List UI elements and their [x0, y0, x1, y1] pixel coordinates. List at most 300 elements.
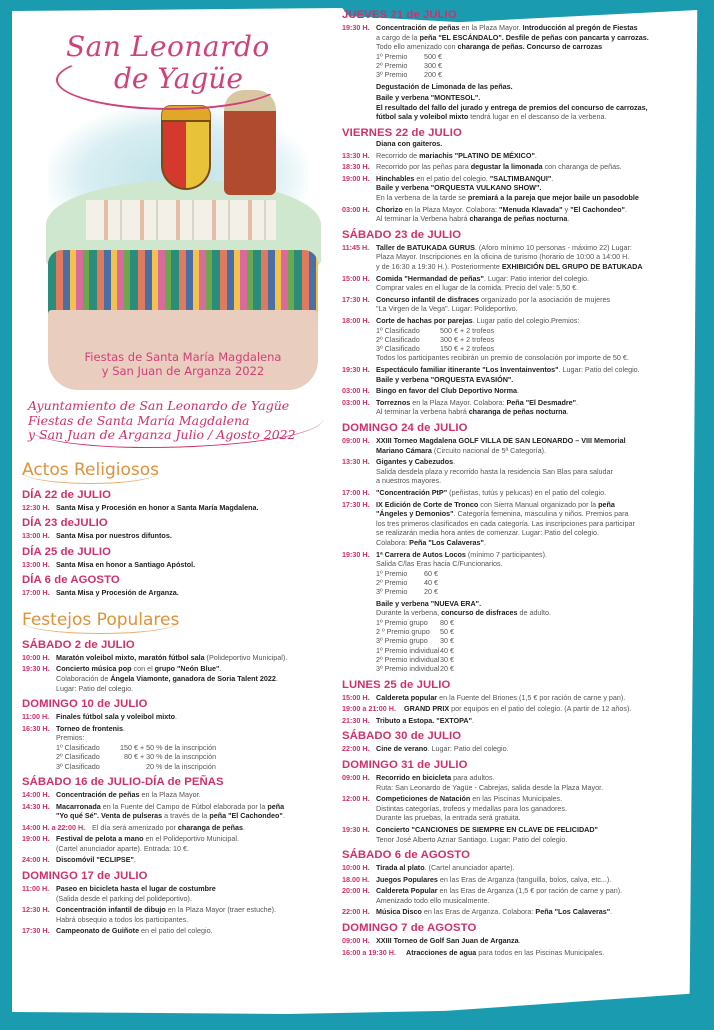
event-item: [342, 744, 672, 754]
event-title: Baile y verbena "NUEVA ERA".: [376, 598, 482, 608]
event-title: "Ángeles y Demonios": [376, 509, 454, 519]
event-time: 19:30 H.: [342, 23, 370, 32]
event-item: [22, 588, 332, 598]
prize-value: 30 €: [440, 654, 454, 664]
event-item: [342, 457, 672, 486]
event-detail: .: [275, 674, 278, 684]
event-detail: Colaboración de: [56, 674, 111, 684]
prize-label: 3º Clasificado: [56, 761, 100, 771]
event-item: [22, 855, 332, 865]
event-item: [342, 875, 672, 885]
event-detail: .: [516, 386, 519, 396]
event-text: Santa Misa por nuestros difuntos.: [56, 531, 172, 541]
event-detail: . (Cartel anunciador aparte).: [424, 863, 515, 873]
event-detail: Al terminar la Verbena habrá: [376, 214, 470, 224]
event-detail: .: [472, 715, 475, 725]
event-detail: .: [282, 811, 285, 821]
event-detail: a través de la: [162, 811, 210, 821]
event-title: charanga de peñas nocturna: [469, 214, 568, 224]
event-title: 1ª Carrera de Autos Locos: [376, 549, 466, 559]
event-title: Caldereta popular: [376, 692, 438, 702]
prize-value: 150 € + 50 % de la inscripción: [120, 743, 217, 753]
prize-row: [342, 636, 672, 645]
event-time: 19:00 H.: [22, 834, 50, 844]
event-time: 19:00 a 21:00 H.: [342, 704, 396, 714]
event-title: peña: [267, 801, 285, 811]
event-title: Degustación de Limonada de las peñas.: [376, 81, 513, 91]
event-item: [342, 550, 672, 569]
event-time: 17:30 H.: [22, 926, 50, 936]
event-time: 10:00 H.: [22, 652, 50, 662]
event-item: [342, 500, 672, 548]
event-detail: .: [133, 855, 136, 865]
event-item: [342, 162, 672, 172]
event-detail: Amenizado todo ello musicalmente.: [376, 895, 490, 905]
section-title-populares: Festejos Populares: [22, 610, 179, 634]
event-detail: en las Eras de Arganza (1,5 € por ración de carne y pan).: [437, 886, 623, 896]
event-title: concurso de disfraces: [441, 608, 518, 618]
event-item: [342, 886, 672, 905]
event-title: Hinchables: [376, 173, 415, 183]
event-title: El resultado del fallo del jurado y entrega de premios del concurso de carrozas,: [376, 102, 648, 112]
event-item: [22, 531, 332, 541]
event-detail: con charanga de peñas.: [542, 162, 622, 172]
event-time: 12:30 H.: [22, 502, 50, 512]
event-detail: El día será amenizado por: [92, 822, 178, 832]
prize-value: 40 €: [424, 578, 438, 588]
poster-title-line2: de Yagüe: [114, 62, 243, 95]
prize-label: 1º Premio individual: [376, 645, 440, 655]
event-detail: .: [624, 204, 627, 214]
event-time: 14:00 H. a 22:00 H.: [22, 822, 86, 832]
event-detail: En la verbena de la tarde se: [376, 193, 468, 203]
event-title: Mariano Cámara: [376, 445, 432, 455]
event-item: [342, 436, 672, 455]
event-title: Macarronada: [56, 801, 101, 811]
event-detail: . Categoría femenina, masculina y niños. Premios para: [453, 509, 629, 519]
saint-statue-illustration: [224, 90, 276, 195]
event-detail-line: Lugar: Patio del colegio.: [56, 683, 134, 693]
event-detail: en el patio del colegio.: [414, 173, 490, 183]
event-item: [342, 936, 672, 946]
event-detail: .: [610, 907, 613, 917]
event-detail: por equipos en el patio del colegio. (A partir de 12 años).: [449, 704, 632, 714]
prize-value: 60 €: [424, 568, 438, 578]
event-item: [22, 664, 332, 674]
event-detail: .: [175, 712, 178, 722]
event-detail: en las Eras de Arganza (tanguilla, bolos, calva, etc...).: [437, 874, 612, 884]
event-detail: en la Plaza Mayor.: [139, 789, 201, 799]
event-time: 19:30 H.: [342, 365, 370, 375]
event-title: Finales fútbol sala y voleibol mixto: [56, 712, 176, 722]
event-detail: en la Fuente del Campo de Fútbol elaborada por la: [100, 801, 268, 811]
prize-label: 1º Premio grupo: [376, 617, 428, 627]
prize-row: [22, 762, 332, 771]
event-title: Concurso infantil de disfraces: [376, 294, 480, 304]
event-detail: (Cartel anunciador aparte). Entrada: 10 €.: [56, 843, 190, 853]
event-title: Concentración de peñas: [376, 23, 460, 32]
prize-row: [342, 578, 672, 587]
event-detail: se realizarán media hora antes de comenzar. Lugar: Patio del colegio.: [376, 528, 599, 538]
event-item: [22, 905, 332, 924]
prize-label: 3º Clasificado: [376, 344, 420, 354]
event-item: [342, 863, 672, 873]
event-detail: . Lugar patio del colegio.Premios:: [472, 315, 580, 325]
event-item: [342, 151, 672, 161]
event-item: [342, 773, 672, 792]
event-time: 18.00 H.: [342, 874, 370, 884]
event-detail: en la Fuente del Briones (1,5 € por ración de carne y pan).: [437, 692, 626, 702]
event-time: 13:30 H.: [342, 457, 370, 467]
event-title: Música Disco: [376, 907, 422, 917]
event-detail: (Polideportivo Municipal).: [204, 652, 288, 662]
event-detail-line: [342, 93, 672, 103]
event-detail: a nuestros mayores.: [376, 476, 442, 486]
day-heading: SÁBADO 30 de JULIO: [342, 730, 462, 743]
day-heading: DÍA 23 deJULIO: [22, 517, 108, 530]
event-title: Baile y verbena "ORQUESTA EVASIÓN".: [376, 374, 514, 384]
event-title: peña "EL ESCÁNDALO". Desfile de peñas con pancarta y carrozas.: [419, 32, 649, 42]
event-time: 11:45 H.: [342, 242, 370, 252]
event-item: [342, 794, 672, 823]
event-detail-line: [342, 599, 672, 609]
event-time: 19:30 H.: [342, 824, 370, 834]
event-detail: .: [219, 664, 222, 674]
event-time: 19:30 H.: [342, 549, 370, 559]
event-title: Atracciones de agua: [406, 947, 477, 957]
event-item: [22, 926, 332, 936]
day-heading: SÁBADO 16 de JULIO-DÍA de PEÑAS: [22, 775, 224, 788]
event-detail: Comprar vales en el lugar de la comida. Precio del vale: 5,50 €.: [376, 283, 579, 293]
event-title: Tirada al plato: [376, 863, 425, 873]
event-detail-line: [342, 103, 672, 113]
prize-label: 1º Clasificado: [56, 743, 100, 753]
event-detail-line: [342, 112, 672, 122]
event-detail: .: [567, 214, 570, 224]
event-item: [22, 503, 332, 513]
event-title: Concentración de peñas: [56, 789, 140, 799]
event-detail: Colabora:: [376, 537, 410, 547]
event-title: charanga de peñas nocturna: [468, 407, 567, 417]
poster-subtitle-line2: y San Juan de Arganza 2022: [101, 364, 265, 378]
event-detail: en las Piscinas Municipales.: [470, 794, 563, 804]
event-time: 10:00 H.: [342, 863, 370, 873]
event-item: [342, 386, 672, 396]
event-detail-line: [342, 608, 672, 618]
event-time: 12:00 H.: [342, 794, 370, 804]
event-title: Concierto música pop: [56, 664, 132, 674]
religiosos-list: [22, 489, 332, 598]
prize-row: [342, 664, 672, 673]
day-heading: DOMINGO 10 de JULIO: [22, 698, 148, 711]
event-time: 16:30 H.: [22, 723, 50, 733]
village-houses-illustration: [86, 200, 276, 240]
event-item: [342, 365, 672, 384]
event-detail: organizado por la asociación de mujeres: [479, 294, 611, 304]
event-title: Peña "Los Calaveras": [409, 537, 484, 547]
event-detail: para todos en las Piscinas Municipales.: [476, 947, 605, 957]
prize-row: [342, 569, 672, 578]
prize-row: [342, 52, 672, 61]
event-time: 15:00 H.: [342, 692, 370, 702]
event-time: 17:00 H.: [342, 487, 370, 497]
prize-row: [342, 61, 672, 70]
prize-value: 300 €: [424, 61, 442, 71]
event-title: degustar la limonada: [470, 162, 543, 172]
event-detail: los tres primeros clasificados en cada categoría. Las inscripciones para participar: [376, 518, 635, 528]
event-title: Festival de pelota a mano: [56, 834, 144, 844]
prize-value: 80 € + 30 % de la inscripción: [120, 752, 217, 762]
event-detail: en el patio del colegio.: [139, 926, 213, 936]
event-title: XXIII Torneo de Golf San Juan de Arganza: [376, 936, 519, 946]
event-detail: (Circuito nacional de 5ª Categoría).: [431, 445, 547, 455]
event-title: Torneo de frontenis: [56, 723, 123, 733]
event-title: Taller de BATUKADA GURUS: [376, 242, 475, 252]
event-title: "SALTIMBANQUI": [489, 173, 552, 183]
event-time: 09:00 H.: [342, 772, 370, 782]
event-detail: (mínimo 7 participantes).: [465, 549, 547, 559]
event-title: peña "El Cachondeo": [209, 811, 283, 821]
prize-row: [342, 618, 672, 627]
event-title: Chorizo: [376, 204, 403, 214]
prize-row: [22, 743, 332, 752]
prize-value: 50 €: [440, 627, 454, 637]
prize-row: [342, 646, 672, 655]
prize-value: 30 €: [440, 636, 454, 646]
event-detail: Tenor José Alberto Aznar Santiago. Lugar: Patio del colegio.: [376, 834, 568, 844]
event-detail: en la Plaza Mayor. Colabora:: [410, 397, 507, 407]
prize-label: 1º Clasificado: [376, 325, 420, 335]
prize-label: 3º Premio individual: [376, 664, 440, 674]
event-detail: .: [453, 457, 456, 467]
event-title: IX Edición de Corte de Tronco: [376, 499, 479, 509]
ayuntamiento-heading: [28, 399, 323, 448]
event-detail: para adultos.: [451, 772, 495, 782]
event-time: 03:00 H.: [342, 386, 370, 396]
event-detail: Ruta: San Leonardo de Yagüe - Cabrejas, salida desde la Plaza Mayor.: [376, 782, 604, 792]
event-time: 12:30 H.: [22, 905, 50, 915]
event-detail: a cargo de la: [376, 32, 420, 42]
event-detail: y: [562, 204, 571, 214]
event-time: 11:00 H.: [22, 712, 50, 722]
prize-label: 2º Clasificado: [56, 752, 100, 762]
event-item: [22, 884, 332, 903]
prize-label: 2º Premio: [376, 578, 408, 588]
event-time: 18:30 H.: [342, 162, 370, 172]
day-heading: LUNES 25 de JULIO: [342, 678, 451, 691]
event-time: 17:30 H.: [342, 499, 370, 509]
event-item: [22, 724, 332, 734]
event-title: Gigantes y Cabezudos: [376, 457, 454, 467]
event-detail: en el Polideportivo Municipal.: [143, 834, 239, 844]
prize-row: [342, 70, 672, 79]
event-title: grupo "Neón Blue": [154, 664, 220, 674]
event-detail: de adulto.: [517, 608, 552, 618]
event-time: 22:00 H.: [342, 907, 370, 917]
event-item: [342, 825, 672, 844]
event-detail: Durante las pruebas, la entrada será gratuita.: [376, 813, 521, 823]
event-item: [342, 205, 672, 224]
event-time: 16:00 a 19:30 H.: [342, 947, 396, 957]
event-title: Baile y verbena "MONTESOL".: [376, 93, 481, 103]
event-title: Bingo en favor del Club Deportivo Norma: [376, 386, 517, 396]
prize-label: 3º Premio: [376, 70, 408, 80]
prize-label: 2º Premio: [376, 61, 408, 71]
event-item: [22, 823, 332, 833]
coat-of-arms-icon: [161, 120, 211, 190]
event-title: "Yo qué Sé". Venta de pulseras: [56, 811, 163, 821]
event-time: 15:00 H.: [342, 273, 370, 283]
prize-row: [342, 335, 672, 344]
event-detail: .: [576, 397, 579, 407]
prize-label: 1º Premio: [376, 568, 408, 578]
event-detail-line: Todos los participantes recibirán un premio de consolación por importe de 50 €.: [376, 353, 629, 363]
prize-label: 3º Premio grupo: [376, 636, 428, 646]
event-title: GRAND PRIX: [404, 704, 450, 714]
prize-value: 200 €: [424, 70, 442, 80]
ayuntamiento-line2: Fiestas de Santa María Magdalena: [28, 412, 250, 428]
prize-value: 20 €: [424, 587, 438, 597]
event-title: Peña "El Desmadre": [506, 397, 577, 407]
event-title: Espectáculo familiar itinerante "Los Inventainventos": [376, 365, 559, 375]
event-title: Cine de verano: [376, 744, 428, 754]
prize-value: 150 € + 2 trofeos: [440, 344, 495, 354]
event-detail: con el: [131, 664, 155, 674]
event-title: Concentración infantil de dibujo: [56, 905, 166, 915]
event-title: Paseo en bicicleta hasta el lugar de costumbre: [56, 884, 216, 894]
event-time: 21:30 H.: [342, 715, 370, 725]
event-item: [342, 704, 672, 714]
event-time: 09:00 H.: [342, 936, 370, 946]
event-detail: .: [534, 150, 537, 160]
event-title: peña: [598, 499, 615, 509]
event-item: [342, 948, 672, 958]
event-detail: Recorrido por las peñas para: [376, 162, 471, 172]
event-time: 17:30 H.: [342, 294, 370, 304]
prize-row: [342, 655, 672, 664]
event-item: [22, 653, 332, 663]
event-time: 11:00 H.: [22, 884, 50, 894]
ayuntamiento-line1: Ayuntamiento de San Leonardo de Yagüe: [28, 398, 290, 413]
event-item: [342, 693, 672, 703]
prize-value: 40 €: [440, 645, 454, 655]
prize-value: 20 €: [440, 664, 454, 674]
event-detail: y de 16:30 a 19:30 H.). Posteriormente: [376, 261, 502, 271]
event-detail: Todo ello amenizado con: [376, 42, 458, 52]
event-time: 18:00 H.: [342, 315, 370, 325]
day-heading: DÍA 22 de JULIO: [22, 488, 111, 501]
event-time: 03:00 H.: [342, 204, 370, 214]
event-item: [342, 398, 672, 417]
event-text: Santa Misa y Procesión de Arganza.: [56, 588, 179, 598]
event-detail-line: [342, 139, 672, 149]
event-time: 13:30 H.: [342, 150, 370, 160]
prize-label: 3º Premio: [376, 587, 408, 597]
day-heading: SÁBADO 6 de AGOSTO: [342, 849, 470, 862]
event-time: 22:00 H.: [342, 744, 370, 754]
event-detail: "La Virgen de la Vega". Lugar: Polideportivo.: [376, 304, 518, 314]
event-item: [22, 712, 332, 722]
event-title: "Menuda Klavada": [499, 204, 563, 214]
prize-row: [342, 627, 672, 636]
event-item: [342, 907, 672, 917]
event-detail: .: [566, 407, 569, 417]
event-detail: Salida desdela plaza y recorrido hasta la residencia San Blas para saludar: [376, 466, 613, 476]
event-time: 13:00 H.: [22, 559, 50, 569]
poster-title-line1: San Leonardo: [66, 30, 270, 63]
event-item: [22, 802, 332, 821]
day-heading: DOMINGO 31 de JULIO: [342, 758, 468, 771]
event-time: 19:30 H.: [22, 664, 50, 674]
event-detail-line: [22, 674, 332, 684]
event-text: Santa Misa en honor a Santiago Apóstol.: [56, 559, 196, 569]
event-item: [22, 560, 332, 570]
event-item: [342, 316, 672, 326]
event-time: 24:00 H.: [22, 855, 50, 865]
poster-subtitle: [52, 350, 314, 378]
prize-row: [342, 587, 672, 596]
event-detail: .: [483, 537, 486, 547]
event-title: "El Cachondeo": [570, 204, 625, 214]
event-title: fútbol sala y voleibol mixto: [376, 112, 469, 122]
event-item: [22, 790, 332, 800]
event-title: mariachis "PLATINO DE MÉXICO": [419, 150, 535, 160]
event-time: 20:00 H.: [342, 886, 370, 896]
day-heading: JUEVES 21 de JULIO: [342, 9, 457, 21]
event-detail: en la Plaza Mayor (traer estuche).: [165, 905, 277, 915]
event-detail: .: [243, 822, 246, 832]
event-detail: con Sierra Manual organizado por la: [478, 499, 599, 509]
event-item: [342, 23, 672, 52]
event-detail: . Lugar: Patio del colegio.: [427, 744, 509, 754]
event-title: Discomóvil "ECLIPSE": [56, 855, 134, 865]
event-item: [342, 716, 672, 726]
poster-illustration: [26, 10, 316, 395]
poster-subtitle-line1: Fiestas de Santa María Magdalena: [84, 350, 282, 364]
event-title: charanga de peñas. Concurso de carrozas: [457, 42, 603, 52]
event-time: 09:00 H.: [342, 436, 370, 445]
day-heading: DOMINGO 17 de JULIO: [22, 870, 148, 883]
event-detail: . Lugar: Patio interior del colegio.: [483, 273, 589, 283]
prize-label: 2º Clasificado: [376, 334, 420, 344]
prize-value: 500 €: [424, 51, 442, 61]
event-detail: en las Eras de Arganza. Colabora:: [421, 907, 536, 917]
left-column: [22, 10, 332, 936]
event-title: premiará a la pareja que mejor baile un pasodoble: [467, 193, 639, 203]
event-title: Introducción al pregón de Fiestas: [522, 23, 638, 32]
event-title: Ángela Viamonte, ganadora de Soria Talent 2022: [110, 674, 276, 684]
prize-value: 80 €: [440, 617, 454, 627]
day-heading: DOMINGO 24 de JULIO: [342, 422, 468, 434]
event-detail: .: [122, 723, 125, 733]
ayuntamiento-line3: y San Juan de Arganza Julio / Agosto 2022: [28, 427, 296, 442]
event-item: [342, 174, 672, 203]
day-heading: SÁBADO 23 de JULIO: [342, 228, 462, 241]
event-title: Diana con gaiteros.: [376, 139, 443, 149]
event-detail: (peñistas, tutús y pelucas) en el patio del colegio.: [447, 487, 607, 497]
prize-label: 1º Premio: [376, 51, 408, 61]
event-time: 14:00 H.: [22, 789, 50, 799]
event-title: Campeonato de Guiñote: [56, 926, 140, 936]
event-detail: .: [518, 936, 521, 946]
event-detail: . Lugar: Patio del colegio.: [558, 365, 640, 375]
event-detail: Habrá obsequio a todos los participantes.: [56, 914, 189, 924]
event-title: Recorrido en bicicleta: [376, 772, 452, 782]
day-heading: VIERNES 22 de JULIO: [342, 127, 462, 140]
prize-value: 500 € + 2 trofeos: [440, 325, 495, 335]
prize-row: [342, 344, 672, 353]
event-title: Caldereta Popular: [376, 886, 438, 896]
